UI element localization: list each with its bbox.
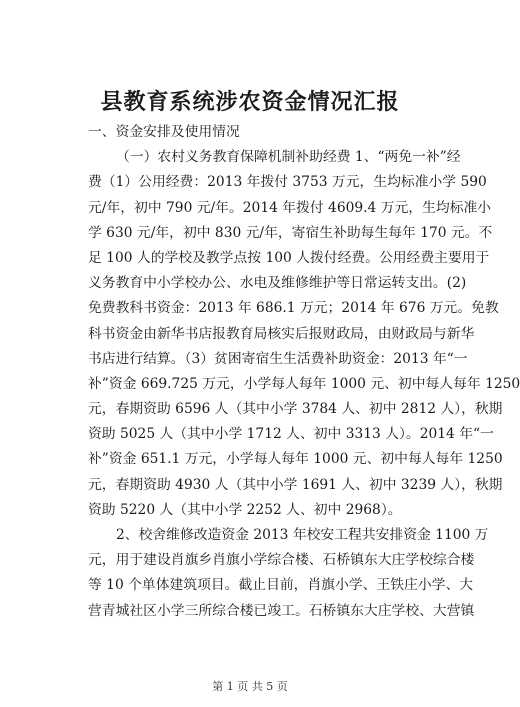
body-line: 资助 5220 人（其中小学 2252 人、初中 2968）。 — [88, 501, 402, 518]
body-line: 费（1）公用经费：2013 年拨付 3753 万元，生均标准小学 590 — [88, 174, 487, 191]
body-line: 一、资金安排及使用情况 — [88, 124, 240, 140]
body-line: 义务教育中小学校办公、水电及维修维护等日常运转支出。(2) — [88, 275, 467, 292]
page-footer: 第 1 页 共 5 页 — [212, 680, 288, 693]
body-line: （一）农村义务教育保障机制补助经费 1、“两免一补”经 — [116, 149, 461, 166]
body-line: 资助 5025 人（其中小学 1712 人、初中 3313 人）。2014 年“一 — [88, 426, 494, 443]
body-line: 补”资金 669.725 万元，小学每人每年 1000 元、初中每人每年 1250 — [88, 375, 520, 392]
body-line: 元/年，初中 790 元/年。2014 年拨付 4609.4 万元，生均标准小 — [88, 199, 492, 216]
body-line: 补”资金 651.1 万元，小学每人每年 1000 元、初中每人每年 1250 — [88, 451, 503, 468]
body-line: 免费教科书资金：2013 年 686.1 万元；2014 年 676 万元。免教 — [88, 300, 499, 317]
body-line: 营青城社区小学三所综合楼已竣工。石桥镇东大庄学校、大营镇 — [88, 602, 475, 619]
body-line: 等 10 个单体建筑项目。截止目前，肖旗小学、王铁庄小学、大 — [88, 577, 474, 594]
body-line: 学 630 元/年，初中 830 元/年，寄宿生补助每生每年 170 元。不 — [88, 224, 493, 241]
body-line: 元，用于建设肖旗乡肖旗小学综合楼、石桥镇东大庄学校综合楼 — [88, 552, 475, 569]
body-line: 2、校舍维修改造资金 2013 年校安工程共安排资金 1100 万 — [116, 527, 489, 543]
document-title: 县教育系统涉农资金情况汇报 — [100, 89, 400, 115]
document-body — [88, 120, 520, 624]
body-line: 书店进行结算。（3）贫困寄宿生生活费补助资金：2013 年“一 — [88, 350, 468, 367]
body-line: 足 100 人的学校及教学点按 100 人拨付经费。公用经费主要用于 — [88, 249, 490, 266]
body-line: 科书资金由新华书店报教育局核实后报财政局，由财政局与新华 — [88, 325, 475, 342]
body-line: 元，春期资助 6596 人（其中小学 3784 人、初中 2812 人），秋期 — [88, 401, 503, 418]
body-line: 元，春期资助 4930 人（其中小学 1691 人、初中 3239 人），秋期 — [88, 476, 503, 493]
